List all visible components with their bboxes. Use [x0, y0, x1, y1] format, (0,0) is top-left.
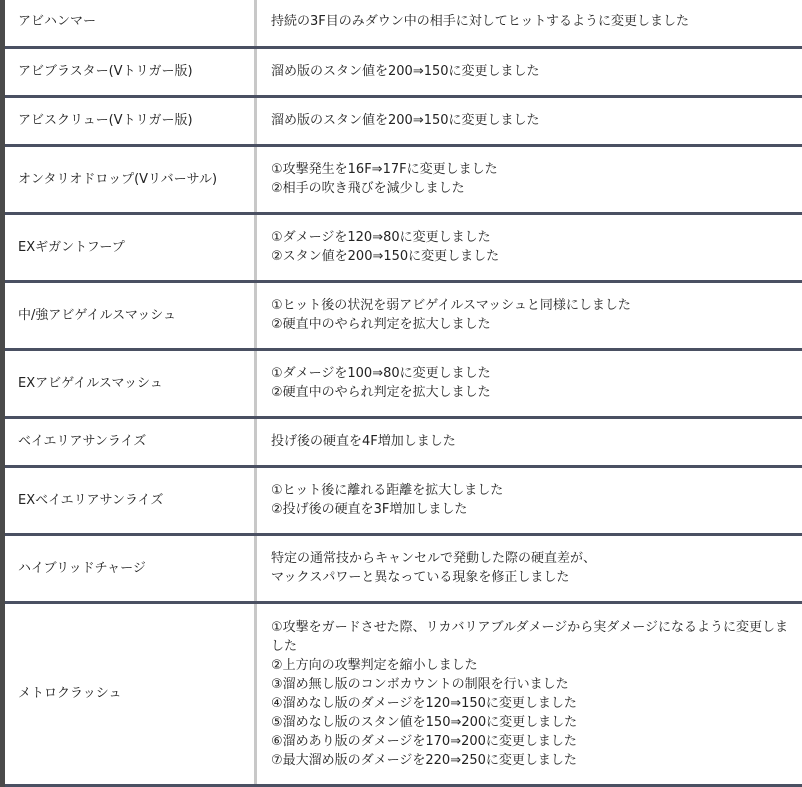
change-line: 投げ後の硬直を4F増加しました [271, 434, 456, 449]
change-line: ①ヒット後の状況を弱アビゲイルスマッシュと同様にしました [271, 298, 631, 313]
move-name: EXベイエリアサンライズ [3, 466, 256, 534]
change-description [256, 602, 802, 785]
table-row [3, 0, 802, 47]
move-name: EXアビゲイルスマッシュ [3, 349, 256, 417]
change-line: ②スタン値を200⇒150に変更しました [271, 249, 500, 264]
table-row [3, 466, 802, 534]
table-row [3, 281, 802, 349]
move-name: オンタリオドロップ(Vリバーサル) [3, 145, 256, 213]
change-line: ②硬直中のやられ判定を拡大しました [271, 385, 491, 400]
move-name: アビブラスター(Vトリガー版) [3, 47, 256, 96]
table-row [3, 602, 802, 785]
change-line: 持続の3F目のみダウン中の相手に対してヒットするように変更しました [271, 13, 689, 29]
change-description [256, 145, 802, 213]
change-line: 特定の通常技からキャンセルで発動した際の硬直差が、 [271, 551, 597, 566]
change-description [256, 281, 802, 349]
change-description [256, 349, 802, 417]
change-description [256, 47, 802, 96]
change-line: ⑤溜めなし版のスタン値を150⇒200に変更しました [271, 714, 578, 730]
change-line: ②硬直中のやられ判定を拡大しました [271, 317, 491, 332]
move-name: EXギガントフープ [3, 213, 256, 281]
change-line: 溜め版のスタン値を200⇒150に変更しました [271, 113, 540, 128]
change-line: ④溜めなし版のダメージを120⇒150に変更しました [271, 695, 577, 711]
change-description [256, 466, 802, 534]
change-line: ③溜め無し版のコンボカウントの制限を行いました [271, 676, 569, 692]
change-description [256, 417, 802, 466]
table-row [3, 96, 802, 145]
move-name: メトロクラッシュ [3, 602, 256, 785]
change-description [256, 96, 802, 145]
change-line: ①ダメージを100⇒80に変更しました [271, 366, 491, 381]
change-line: 溜め版のスタン値を200⇒150に変更しました [271, 64, 540, 79]
change-line: ①攻撃発生を16F⇒17Fに変更しました [271, 162, 498, 177]
table-row [3, 417, 802, 466]
table-row [3, 47, 802, 96]
move-name: 中/強アビゲイルスマッシュ [3, 281, 256, 349]
change-description [256, 0, 802, 47]
table-row [3, 213, 802, 281]
table-row [3, 349, 802, 417]
move-name: アビハンマー [3, 0, 256, 47]
change-line: マックスパワーと異なっている現象を修正しました [271, 570, 570, 585]
change-line: ①ダメージを120⇒80に変更しました [271, 230, 491, 245]
change-description [256, 534, 802, 602]
move-name: アビスクリュー(Vトリガー版) [3, 96, 256, 145]
table-row [3, 145, 802, 213]
table-row [3, 534, 802, 602]
change-line: ①攻撃をガードさせた際、リカバリアブルダメージから実ダメージになるように変更しました [271, 619, 788, 654]
change-line: ②投げ後の硬直を3F増加しました [271, 502, 468, 517]
change-line: ⑥溜めあり版のダメージを170⇒200に変更しました [271, 733, 577, 749]
change-line: ⑦最大溜め版のダメージを220⇒250に変更しました [271, 752, 577, 768]
change-line: ①ヒット後に離れる距離を拡大しました [271, 483, 504, 498]
move-name: ベイエリアサンライズ [3, 417, 256, 466]
move-name: ハイブリッドチャージ [3, 534, 256, 602]
change-line: ②相手の吹き飛びを減少しました [271, 181, 465, 196]
change-line: ②上方向の攻撃判定を縮小しました [271, 657, 478, 673]
change-description [256, 213, 802, 281]
